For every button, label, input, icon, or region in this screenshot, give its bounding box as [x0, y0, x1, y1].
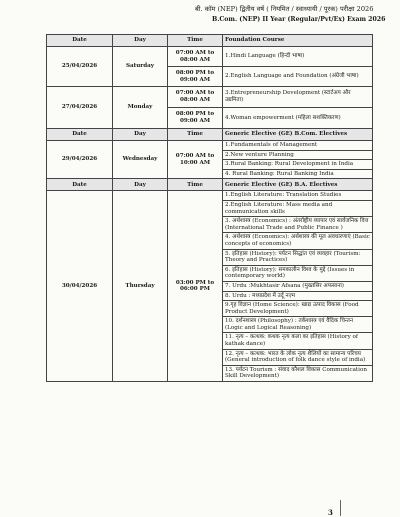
paper-name: 4.Woman empowerment (महिला सशक्तिकरण) [223, 108, 373, 129]
paper-name: 5. इतिहास (History): पर्यटन सिद्धांत एवं व्यवहार (Tourism: Theory and Practices) [223, 249, 373, 265]
header-title-english: B.Com. (NEP) II Year (Regular/Pvt/Ex) Exam 2026 [212, 16, 386, 23]
paper-name: 9.गृह विज्ञान (Home Science): खाद्य उत्पाद विकास (Food Product Development) [223, 301, 373, 317]
exam-date: 30/04/2026 [47, 191, 113, 382]
header-title-hindi: बी. कॉम (NEP) द्वितीय वर्ष ( नियमित / स्वाध्यायी / पूरक) परीक्षा 2026 [195, 5, 374, 13]
paper-name: 10. दर्शनशास्त्र (Philosophy) : तर्कशास्त्र एवं वैदिक चिन्तन (Logic and Logical Reasoning) [223, 317, 373, 333]
exam-day: Thursday [113, 191, 168, 382]
column-header-date: Date [47, 179, 113, 191]
exam-schedule-table [46, 34, 373, 382]
exam-date: 29/04/2026 [47, 141, 113, 179]
section-header-row [47, 35, 373, 47]
column-header-time: Time [168, 35, 223, 47]
table-row [47, 47, 373, 67]
column-header-day: Day [113, 35, 168, 47]
exam-time: 08:00 PM to 09:00 AM [168, 108, 223, 129]
paper-name: 13. पर्यटन Tourism : संवाद कौशल विकास Communication Skill Development) [223, 365, 373, 381]
paper-name: 2.English Language and Foundation (अंग्रेजी भाषा) [223, 67, 373, 87]
exam-time: 07:00 AM to 10:00 AM [168, 141, 223, 179]
section-heading: Foundation Course [223, 35, 373, 47]
section-header-row [47, 179, 373, 191]
paper-name: 4. अर्थशास्त्र (Economics): अर्थशास्त्र की मूल अवधारणाएं (Basic concepts of economics) [223, 233, 373, 249]
table-row [47, 87, 373, 108]
exam-date: 27/04/2026 [47, 87, 113, 129]
exam-time: 07:00 AM to 08:00 AM [168, 87, 223, 108]
table-row [47, 191, 373, 201]
section-heading: Generic Elective (GE) B.Com. Electives [223, 129, 373, 141]
exam-date: 25/04/2026 [47, 47, 113, 87]
paper-name: 8. Urdu : मध्यप्रदेश में उर्दू नज़्म [223, 291, 373, 301]
paper-name: 1.Fundamentals of Management [223, 141, 373, 151]
table-row [47, 141, 373, 151]
section-header-row [47, 129, 373, 141]
paper-name: 1.Hindi Language (हिन्दी भाषा) [223, 47, 373, 67]
column-header-day: Day [113, 129, 168, 141]
column-header-time: Time [168, 179, 223, 191]
paper-name: 2.New venture Planning [223, 150, 373, 160]
column-header-day: Day [113, 179, 168, 191]
column-header-date: Date [47, 129, 113, 141]
paper-name: 7. Urdu :Mukhtasir Afsana (मुख्तसिर अफसाना) [223, 281, 373, 291]
section-heading: Generic Elective (GE) B.A. Electives [223, 179, 373, 191]
column-header-time: Time [168, 129, 223, 141]
paper-name: 11. नृत्य – कत्थक: कथक नृत्य कला का इतिहास (History of kathak dance) [223, 333, 373, 349]
exam-day: Wednesday [113, 141, 168, 179]
paper-name: 3.Entrepreneurship Development (स्टार्टअप और उद्यमिता) [223, 87, 373, 108]
exam-time: 08:00 PM to 09:00 AM [168, 67, 223, 87]
paper-name: 4. Rural Banking: Rural Banking India [223, 169, 373, 179]
exam-day: Saturday [113, 47, 168, 87]
paper-name: 2.English Literature: Mass media and communication skills [223, 200, 373, 216]
paper-name: 12. नृत्य – कत्थक: भारत के लोक नृत्य शैलियों का सामान्य परिचय (General introduction of folk dance style of india) [223, 349, 373, 365]
paper-name: 3. अर्थशास्त्र (Economics) : अंतर्राष्ट्रीय व्यापार एवं सार्वजनिक वित्त (International Trade and Public Finance ) [223, 217, 373, 233]
exam-time: 07:00 AM to 08:00 AM [168, 47, 223, 67]
exam-day: Monday [113, 87, 168, 129]
column-header-date: Date [47, 35, 113, 47]
page-number: 3 [328, 508, 333, 517]
exam-time: 03:00 PM to 06:00 PM [168, 191, 223, 382]
page-edge-mark [340, 500, 349, 516]
paper-name: 1.English Literature: Translation Studies [223, 191, 373, 201]
paper-name: 6. इतिहास (History): समकालीन विश्व के मुद्दे (Issues in contemporary world) [223, 265, 373, 281]
paper-name: 3.Rural Banking: Rural Development in India [223, 160, 373, 170]
